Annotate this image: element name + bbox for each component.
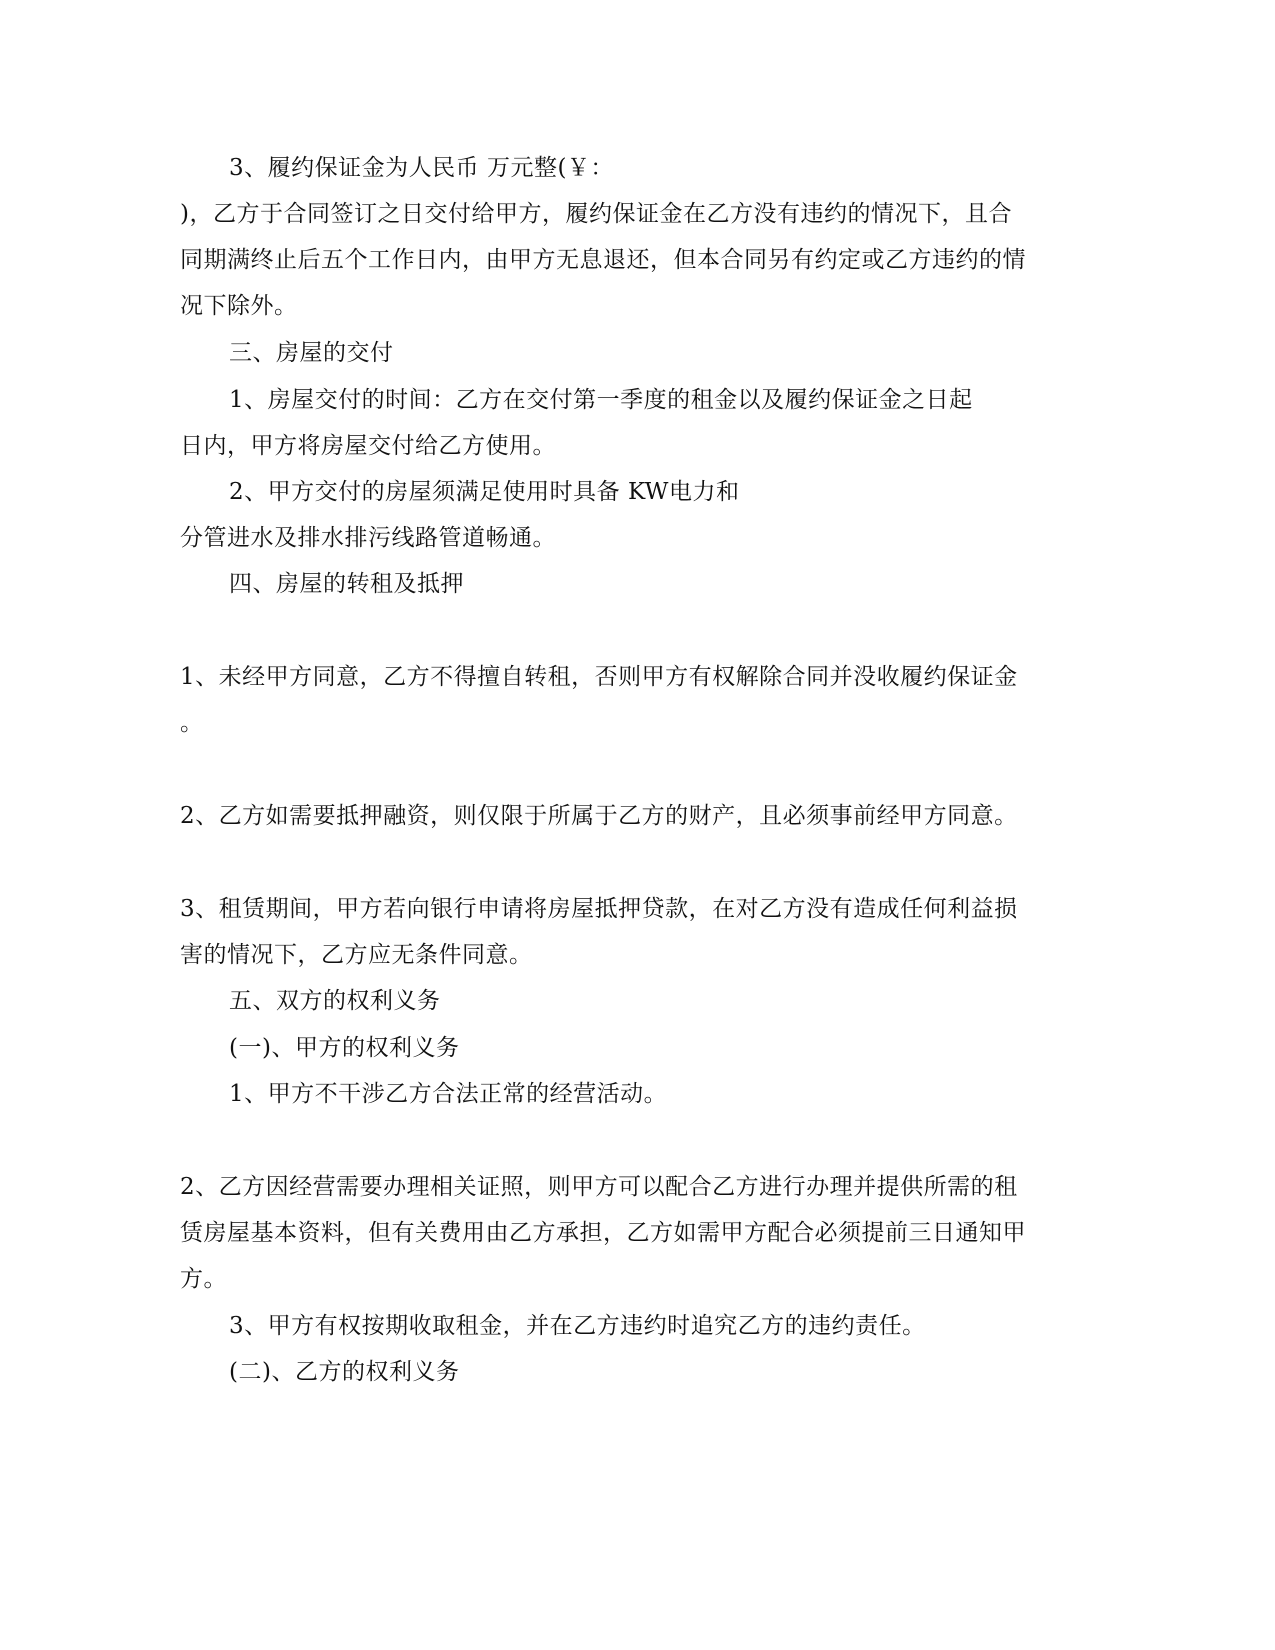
subsection-heading-party-a: (一)、甲方的权利义务 — [229, 1035, 460, 1061]
deposit-clause-line-1: 3、履约保证金为人民币 万元整(￥： — [229, 155, 614, 181]
subsection-heading-party-b: (二)、乙方的权利义务 — [229, 1359, 460, 1385]
delivery-clause-2-line-2: 分管进水及排水排污线路管道畅通。 — [180, 525, 556, 551]
section-heading-rights: 五、双方的权利义务 — [229, 988, 441, 1014]
party-a-clause-2-line-1: 2、乙方因经营需要办理相关证照，则甲方可以配合乙方进行办理并提供所需的租 — [180, 1174, 1018, 1200]
sublease-clause-3-line-1: 3、租赁期间，甲方若向银行申请将房屋抵押贷款，在对乙方没有造成任何利益损 — [180, 896, 1018, 922]
sublease-clause-1-line-1: 1、未经甲方同意，乙方不得擅自转租，否则甲方有权解除合同并没收履约保证金 — [180, 664, 1018, 690]
delivery-clause-1-line-1: 1、房屋交付的时间：乙方在交付第一季度的租金以及履约保证金之日起 — [229, 387, 973, 413]
party-a-clause-2-line-3: 方。 — [180, 1266, 227, 1292]
section-heading-delivery: 三、房屋的交付 — [229, 340, 394, 366]
deposit-clause-line-3: 同期满终止后五个工作日内，由甲方无息退还，但本合同另有约定或乙方违约的情 — [180, 247, 1026, 273]
party-a-clause-2-line-2: 赁房屋基本资料，但有关费用由乙方承担，乙方如需甲方配合必须提前三日通知甲 — [180, 1220, 1026, 1246]
party-a-clause-1: 1、甲方不干涉乙方合法正常的经营活动。 — [229, 1081, 668, 1107]
deposit-clause-line-2: )，乙方于合同签订之日交付给甲方，履约保证金在乙方没有违约的情况下，且合 — [180, 201, 1012, 227]
delivery-clause-2-line-1: 2、甲方交付的房屋须满足使用时具备 KW电力和 — [229, 479, 740, 505]
sublease-clause-1-line-2: 。 — [180, 710, 204, 736]
delivery-clause-1-line-2: 日内，甲方将房屋交付给乙方使用。 — [180, 433, 556, 459]
party-a-clause-3: 3、甲方有权按期收取租金，并在乙方违约时追究乙方的违约责任。 — [229, 1313, 926, 1339]
section-heading-sublease: 四、房屋的转租及抵押 — [229, 571, 464, 597]
sublease-clause-2: 2、乙方如需要抵押融资，则仅限于所属于乙方的财产，且必须事前经甲方同意。 — [180, 803, 1018, 829]
sublease-clause-3-line-2: 害的情况下，乙方应无条件同意。 — [180, 942, 533, 968]
deposit-clause-line-4: 况下除外。 — [180, 293, 298, 319]
